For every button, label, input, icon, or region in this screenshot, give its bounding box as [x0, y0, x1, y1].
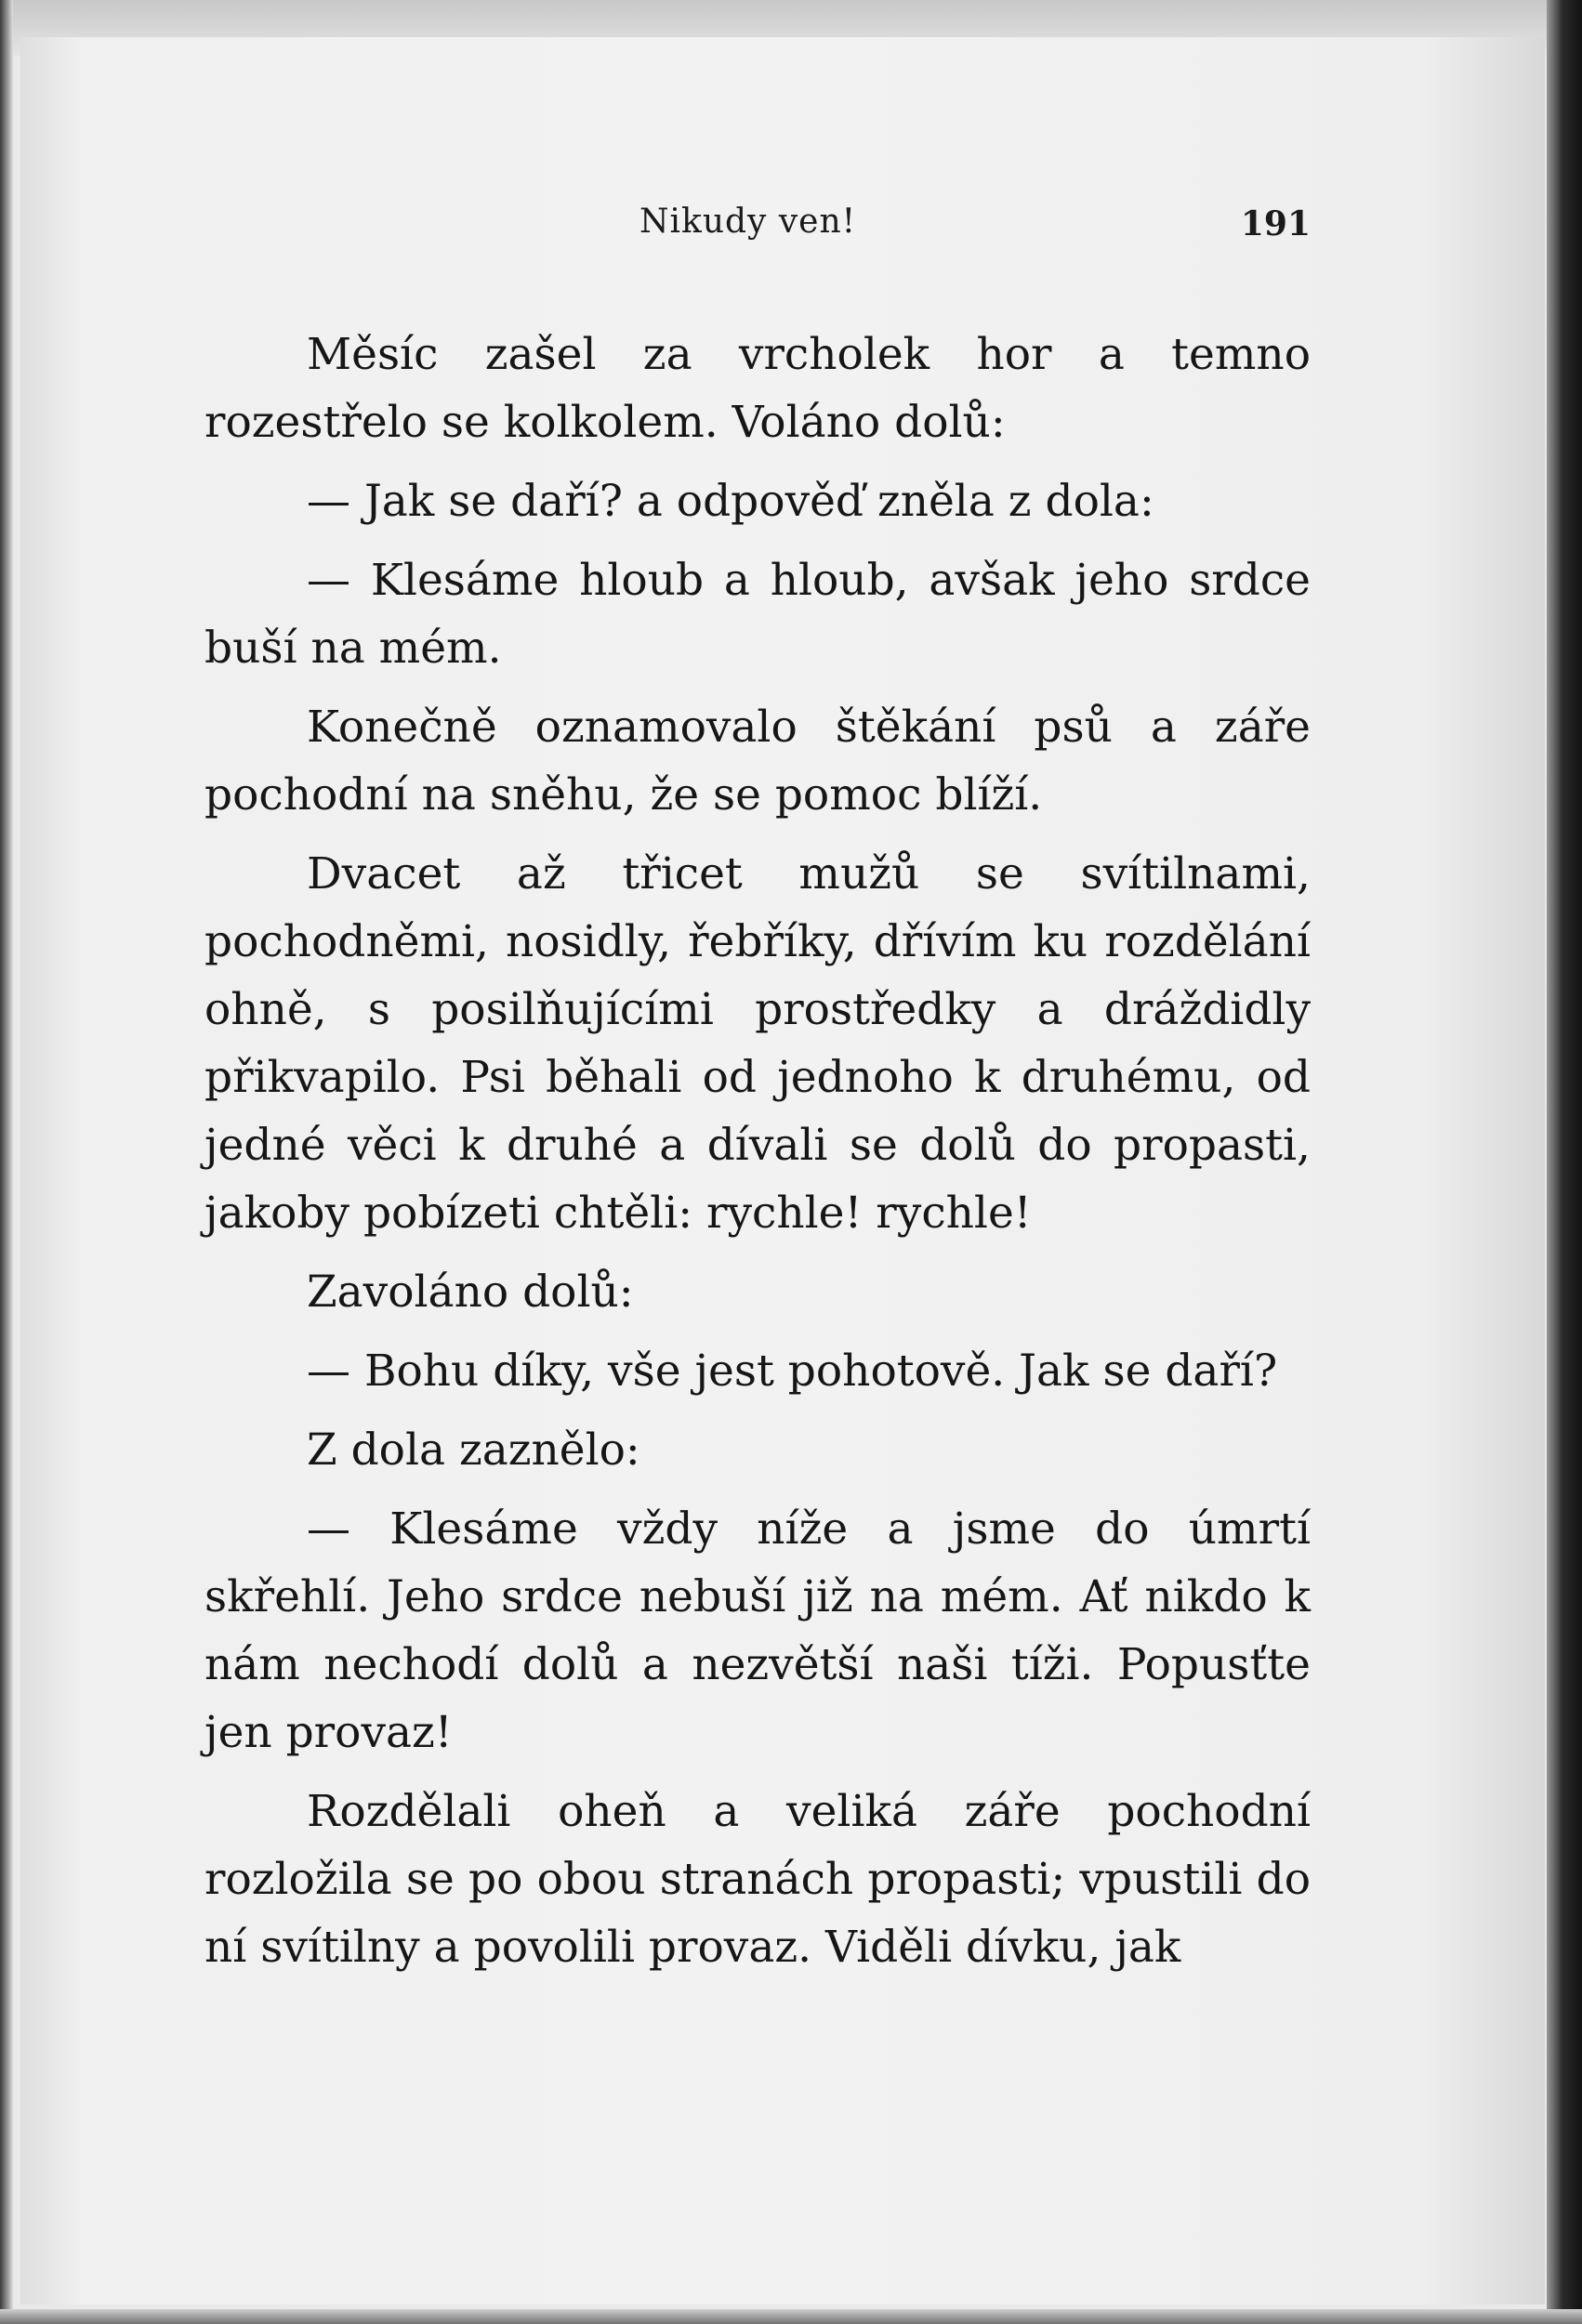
body-text: [204, 321, 1311, 1992]
paragraph: Měsíc zašel za vrcholek hor a temno rozestřelo se kolkolem. Voláno dolů:: [204, 329, 1311, 448]
paragraph: Zavoláno dolů:: [307, 1267, 634, 1318]
scan-left-edge: [0, 0, 13, 2324]
paragraph: — Bohu díky, vše jest pohotově. Jak se daří?: [307, 1346, 1278, 1397]
paragraph: — Klesáme hloub a hloub, avšak jeho srdce buší na mém.: [204, 555, 1311, 674]
paragraph: Z dola zaznělo:: [307, 1425, 640, 1476]
page-number: 191: [1240, 204, 1311, 243]
running-title: Nikudy ven!: [639, 203, 857, 241]
scan-right-edge: [1547, 0, 1582, 2324]
paragraph: Dvacet až třicet mužů se svítilnami, pochodněmi, nosidly, řebříky, dřívím ku rozdělání ohně, s posilňujícími prostředky a dráždidly přikvapilo. Psi běhali od jednoho k druhému, od jedné věci k druhé a dívali se dolů do propasti, jakoby pobízeti chtěli: rychle! rychle!: [204, 848, 1311, 1239]
running-head: [203, 203, 1311, 258]
scan-bottom-edge: [0, 2309, 1582, 2324]
paragraph: — Klesáme vždy níže a jsme do úmrtí skřehlí. Jeho srdce nebuší již na mém. Ať nikdo k nám nechodí dolů a nezvětší naši tíži. Popusťte jen provaz!: [204, 1503, 1311, 1758]
paragraph: Rozdělali oheň a veliká záře pochodní rozložila se po obou stranách propasti; vpustili do ní svítilny a povolili provaz. Viděli dívku, jak: [204, 1786, 1311, 1973]
paragraph: — Jak se daří? a odpověď zněla z dola:: [307, 476, 1154, 527]
paragraph: Konečně oznamovalo štěkání psů a záře pochodní na sněhu, že se pomoc blíží.: [204, 702, 1311, 821]
